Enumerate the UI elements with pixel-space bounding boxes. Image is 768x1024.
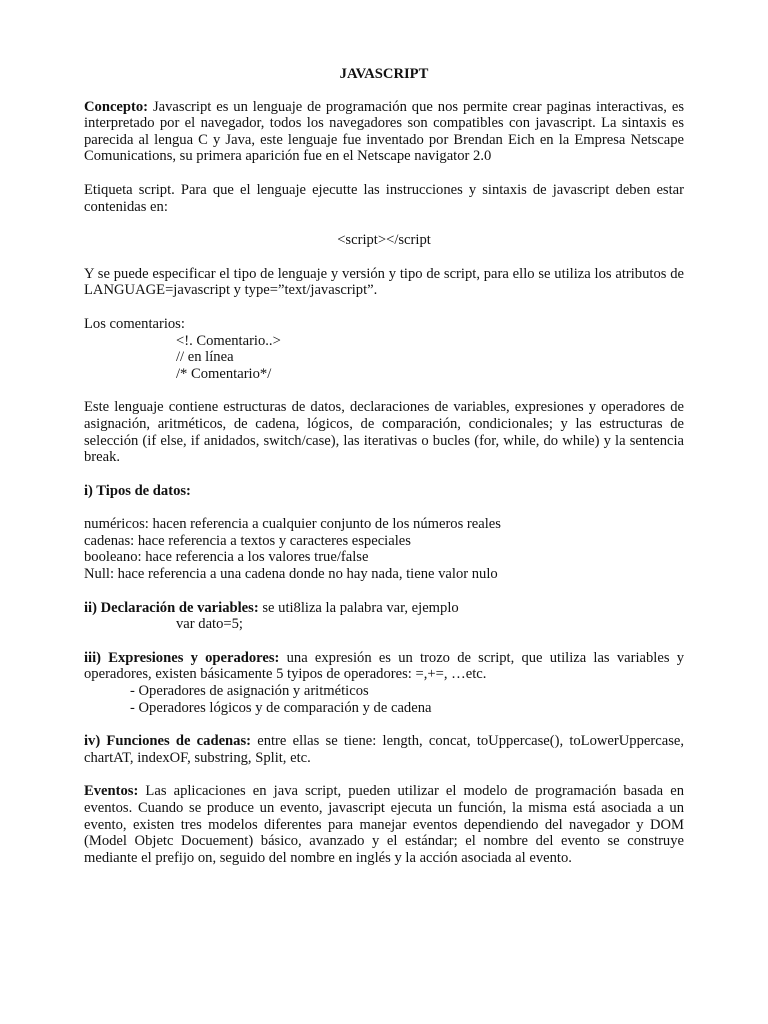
etiqueta-paragraph: Etiqueta script. Para que el lenguaje ejecutte las instrucciones y sintaxis de javascript deben estar contenidas en:: [84, 181, 684, 215]
comentarios-block: [84, 316, 684, 382]
estructuras-paragraph: Este lenguaje contiene estructuras de datos, declaraciones de variables, expresiones y operadores de asignación, aritméticos, de cadena, lógicos, de comparación, condicionales; y las estructuras de selección (if else, if anidados, switch/case), las iterativas o bucles (for, while, do while) y la sentencia break.: [84, 399, 684, 466]
eventos-label: Eventos:: [84, 783, 139, 800]
funciones-text: entre ellas se tiene: length, concat, toUppercase(), toLowerUppercase, chartAT, indexOF, substring, Split, etc.: [84, 733, 684, 766]
tipos-heading: [84, 483, 684, 500]
tipo-item: numéricos: hacen referencia a cualquier conjunto de los números reales: [84, 516, 501, 533]
comentario-item: // en línea: [176, 349, 234, 366]
tipo-item: Null: hace referencia a una cadena donde no hay nada, tiene valor nulo: [84, 566, 498, 583]
comentarios-label: Los comentarios:: [84, 315, 185, 332]
funciones-label: iv) Funciones de cadenas:: [84, 733, 252, 750]
script-tag-line: <script></script: [337, 232, 431, 249]
expresiones-text: una expresión es un trozo de script, que utiliza las variables y operadores, existen básicamente 5 tyipos de operadores: =,+=, …etc.: [84, 649, 684, 683]
declaracion-block: [84, 600, 684, 633]
tipos-heading-text: i) Tipos de datos:: [84, 482, 191, 499]
concepto-paragraph: [84, 99, 684, 165]
tipos-list: [84, 516, 684, 582]
funciones-paragraph: [84, 733, 684, 766]
tipo-script-paragraph: Y se puede especificar el tipo de lenguaje y versión y tipo de script, para ello se utiliza los atributos de LANGUAGE=javascript y type=”text/javascript”.: [84, 265, 684, 299]
declaracion-example: var dato=5;: [176, 616, 243, 633]
tipo-item: booleano: hace referencia a los valores true/false: [84, 549, 369, 566]
comentario-item: <!. Comentario..>: [176, 332, 281, 349]
concepto-text: Javascript es un lenguaje de programación que nos permite crear paginas interactivas, es interpretado por el navegador, todos los navegadores son compatibles con javascript. La sintaxis es parecida al lengua C y Java, este lenguaje fue inventado por Brendan Eich en la Empresa Netscape Comunications, su primera aparición fue en el Netscape navigator 2.0: [84, 98, 684, 165]
operador-item: - Operadores de asignación y aritméticos: [130, 683, 369, 700]
declaracion-label: ii) Declaración de variables:: [84, 599, 259, 616]
concepto-label: Concepto:: [84, 98, 149, 115]
expresiones-block: [84, 650, 684, 716]
declaracion-text: se uti8liza la palabra var, ejemplo: [258, 599, 459, 616]
page-title: JAVASCRIPT: [339, 66, 429, 82]
expresiones-label: iii) Expresiones y operadores:: [84, 649, 280, 666]
tipo-item: cadenas: hace referencia a textos y caracteres especiales: [84, 532, 411, 549]
comentario-item: /* Comentario*/: [176, 365, 272, 382]
operador-item: - Operadores lógicos y de comparación y de cadena: [130, 699, 432, 716]
eventos-paragraph: [84, 783, 684, 866]
eventos-text: Las aplicaciones en java script, pueden utilizar el modelo de programación basada en eventos. Cuando se produce un evento, javascript ejecuta un función, la misma está asociada a un evento, existen tres modelos diferentes para manejar eventos dependiendo del navegador y DOM (Model Objetc Docuement) básico, avanzado y el estándar; el nombre del evento se construye mediante el prefijo on, seguido del nombre en inglés y la acción asociada al evento.: [84, 783, 684, 866]
